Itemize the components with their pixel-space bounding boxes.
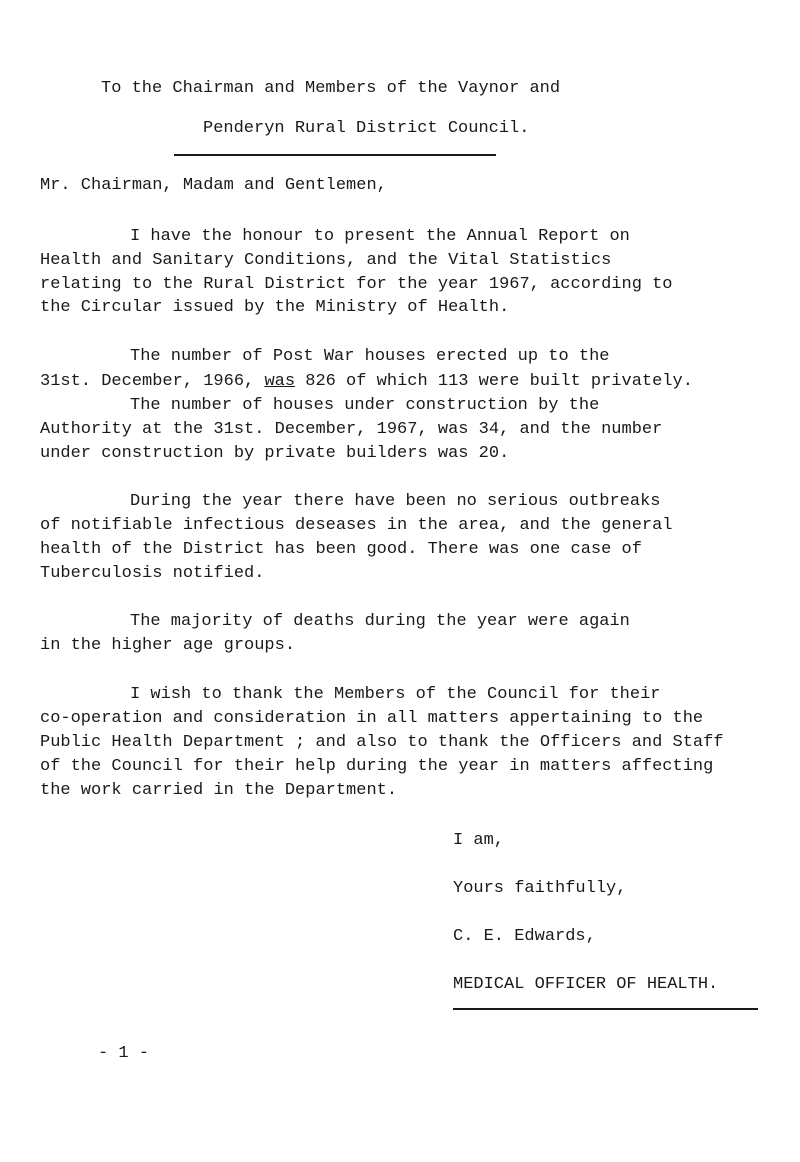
signatory-name: C. E. Edwards, <box>453 927 596 946</box>
para3-line-1: During the year there have been no serious outbreaks <box>130 492 661 511</box>
signature-rule <box>453 1008 758 1010</box>
para2-line-2 <box>40 371 693 393</box>
para5-line-2: co-operation and consideration in all matters appertaining to the <box>40 709 704 728</box>
para5-line-1: I wish to thank the Members of the Council for their <box>130 685 661 704</box>
para2-line-2-end: 826 of which 113 were built privately. <box>295 372 693 391</box>
para3-line-4: Tuberculosis notified. <box>40 564 265 583</box>
para5-line-5: the work carried in the Department. <box>40 781 398 800</box>
para5-line-3: Public Health Department ; and also to thank the Officers and Staff <box>40 733 724 752</box>
para1-line-3: relating to the Rural District for the year 1967, according to <box>40 275 673 294</box>
para2-line-2-start: 31st. December, 1966, <box>40 372 265 391</box>
closing-i-am: I am, <box>453 831 505 850</box>
para1-line-2: Health and Sanitary Conditions, and the Vital Statistics <box>40 251 612 270</box>
closing-yours: Yours faithfully, <box>453 879 627 898</box>
para4-line-2: in the higher age groups. <box>40 636 296 655</box>
underlined-was: was <box>264 372 296 391</box>
header-rule <box>174 154 496 156</box>
para4-line-1: The majority of deaths during the year were again <box>130 612 630 631</box>
page-number: - 1 - <box>98 1044 150 1063</box>
header-line-2: Penderyn Rural District Council. <box>203 119 530 138</box>
para2-line-1: The number of Post War houses erected up to the <box>130 347 610 366</box>
header-line-1: To the Chairman and Members of the Vaynor and <box>101 79 561 98</box>
salutation: Mr. Chairman, Madam and Gentlemen, <box>40 176 387 195</box>
para1-line-4: the Circular issued by the Ministry of Health. <box>40 298 510 317</box>
para2-line-3: The number of houses under construction by the <box>130 396 600 415</box>
para2-line-5: under construction by private builders was 20. <box>40 444 510 463</box>
para5-line-4: of the Council for their help during the year in matters affecting <box>40 757 714 776</box>
para3-line-2: of notifiable infectious deseases in the area, and the general <box>40 516 673 535</box>
para2-line-4: Authority at the 31st. December, 1967, was 34, and the number <box>40 420 663 439</box>
signatory-title: MEDICAL OFFICER OF HEALTH. <box>453 975 719 994</box>
para1-line-1: I have the honour to present the Annual Report on <box>130 227 630 246</box>
para3-line-3: health of the District has been good. There was one case of <box>40 540 642 559</box>
